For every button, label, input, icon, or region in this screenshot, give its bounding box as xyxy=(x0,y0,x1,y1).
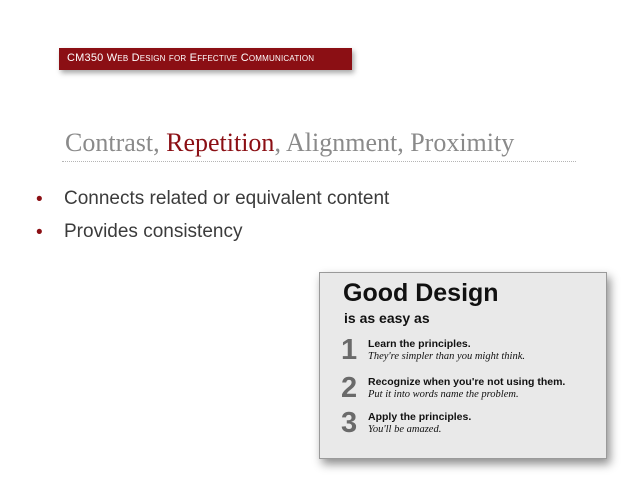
slide-title xyxy=(65,128,575,158)
card-subtitle: is as easy as xyxy=(344,310,430,326)
slide-title-part1: Contrast, xyxy=(65,128,167,157)
course-tag xyxy=(59,48,352,70)
bullet-text: Provides consistency xyxy=(64,221,243,242)
step-number: 2 xyxy=(341,372,358,404)
bullet-item xyxy=(36,221,389,254)
bullet-item xyxy=(36,188,389,221)
card-title: Good Design xyxy=(343,279,499,307)
course-tag-label: CM350 Web Design for Effective Communication xyxy=(67,52,315,64)
bullet-dot-icon: • xyxy=(36,222,43,243)
title-divider xyxy=(62,161,576,162)
bullet-text: Connects related or equivalent content xyxy=(64,188,390,209)
step-heading: Learn the principles. xyxy=(368,338,471,350)
step-number: 1 xyxy=(341,334,358,366)
good-design-card xyxy=(319,272,607,459)
bullet-list xyxy=(36,188,389,254)
step-heading: Recognize when you're not using them. xyxy=(368,376,566,388)
step-note: They're simpler than you might think. xyxy=(368,351,526,362)
bullet-dot-icon: • xyxy=(36,189,43,210)
step-heading: Apply the principles. xyxy=(368,411,472,423)
step-number: 3 xyxy=(341,407,358,439)
step-note: Put it into words name the problem. xyxy=(368,389,519,400)
step-note: You'll be amazed. xyxy=(368,424,442,435)
slide-title-accent: Repetition xyxy=(166,128,275,157)
slide-title-part2: , Alignment, Proximity xyxy=(274,128,515,157)
